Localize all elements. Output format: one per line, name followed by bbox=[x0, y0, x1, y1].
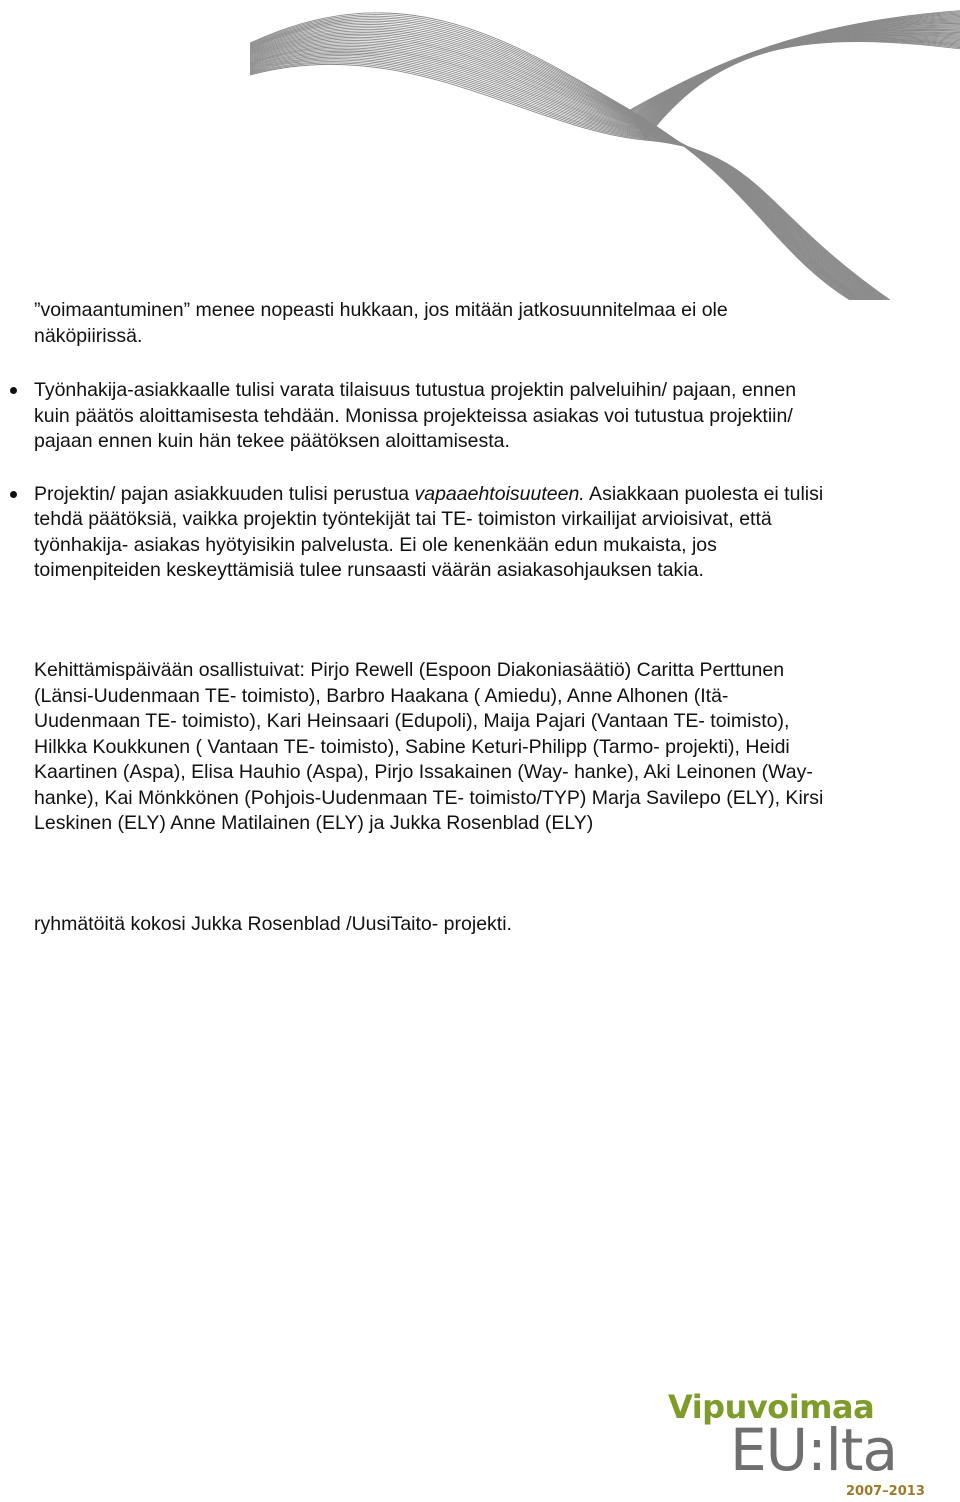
ribbon-line bbox=[250, 29, 960, 300]
list-item bbox=[34, 378, 834, 455]
list-item-text-start: Projektin/ pajan asiakkuuden tulisi perustua bbox=[34, 482, 415, 505]
ribbon-line bbox=[250, 23, 960, 300]
logo-title: Vipuvoimaa bbox=[668, 1388, 875, 1426]
list-item bbox=[34, 482, 834, 584]
logo-years: 2007–2013 bbox=[846, 1484, 925, 1499]
ribbon-line bbox=[250, 33, 960, 300]
compiled-by-line: ryhmätöitä kokosi Jukka Rosenblad /UusiTaito- projekti. bbox=[34, 913, 512, 935]
bullet-icon bbox=[10, 491, 17, 498]
ribbon-line bbox=[250, 37, 960, 300]
participants-paragraph: Kehittämispäivään osallistuivat: Pirjo Rewell (Espoon Diakoniasäätiö) Caritta Perttunen (Länsi-Uudenmaan TE- toimisto), Barbro Haakana ( Amiedu), Anne Alhonen (Itä-Uudenmaan TE- toimisto), Kari Heinsaari (Edupoli), Maija Pajari (Vantaan TE- toimisto), Hilkka Koukkunen ( Vantaan TE- toimisto), Sabine Keturi-Philipp (Tarmo- projekti), Heidi Kaartinen (Aspa), Elisa Hauhio (Aspa), Pirjo Issakainen (Way- hanke), Aki Leinonen (Way- hanke), Kai Mönkkönen (Pohjois-Uudenmaan TE- toimisto/TYP) Marja Savilepo (ELY), Kirsi Leskinen (ELY) Anne Matilainen (ELY) ja Jukka Rosenblad (ELY) bbox=[34, 659, 824, 834]
decorative-ribbon-graphic bbox=[250, 0, 960, 300]
ribbon-line bbox=[250, 25, 960, 300]
ribbon-line bbox=[250, 40, 960, 300]
ribbon-line bbox=[250, 31, 960, 300]
continuation-paragraph: ”voimaantuminen” menee nopeasti hukkaan, jos mitään jatkosuunnitelmaa ei ole näköpiirissä. bbox=[34, 299, 728, 347]
ribbon-line bbox=[250, 16, 960, 300]
ribbon-line bbox=[250, 26, 960, 300]
vipuvoimaa-eu-logo bbox=[660, 1388, 930, 1500]
ribbon-line bbox=[250, 34, 960, 300]
ribbon-line bbox=[250, 41, 960, 300]
ribbon-line bbox=[250, 28, 960, 300]
list-item-text: Työnhakija-asiakkaalle tulisi varata tilaisuus tutustua projektin palveluihin/ pajaan, ennen kuin päätös aloittamisesta tehdään. Monissa projekteissa asiakas voi tutustua projektiin/ pajaan ennen kuin hän tekee päätöksen aloittamisesta. bbox=[34, 379, 797, 452]
ribbon-line bbox=[250, 39, 960, 300]
list-item-text-end: Asiakkaan puolesta ei tulisi tehdä päätöksiä, vaikka projektin työntekijät tai TE- toimiston virkailijat arvioisivat, että työnhakija- asiakas hyötyisikin palvelusta. Ei ole kenenkään edun mukaista, jos toimenpiteiden keskeyttämisiä tulee runsaasti väärän asiakasohjauksen takia. bbox=[34, 482, 824, 581]
ribbon-line bbox=[250, 12, 960, 300]
ribbon-line bbox=[250, 20, 960, 300]
ribbon-line bbox=[250, 37, 960, 300]
emphasized-term: vapaaehtoisuuteen. bbox=[414, 482, 585, 505]
ribbon-line bbox=[250, 10, 960, 300]
bullet-list bbox=[34, 378, 834, 584]
ribbon-line bbox=[250, 38, 960, 300]
ribbon-line bbox=[250, 35, 960, 300]
ribbon-line bbox=[250, 40, 960, 300]
ribbon-line bbox=[250, 14, 960, 300]
ribbon-line bbox=[250, 30, 960, 300]
ribbon-line bbox=[250, 39, 960, 300]
ribbon-line bbox=[250, 33, 960, 300]
ribbon-line bbox=[250, 36, 960, 300]
ribbon-line bbox=[250, 32, 960, 300]
ribbon-line bbox=[250, 21, 960, 300]
ribbon-line bbox=[250, 27, 960, 300]
ribbon-line bbox=[250, 42, 960, 300]
ribbon-line bbox=[250, 17, 960, 300]
logo-subtitle: EU:lta bbox=[730, 1416, 898, 1484]
bullet-icon bbox=[10, 387, 17, 394]
